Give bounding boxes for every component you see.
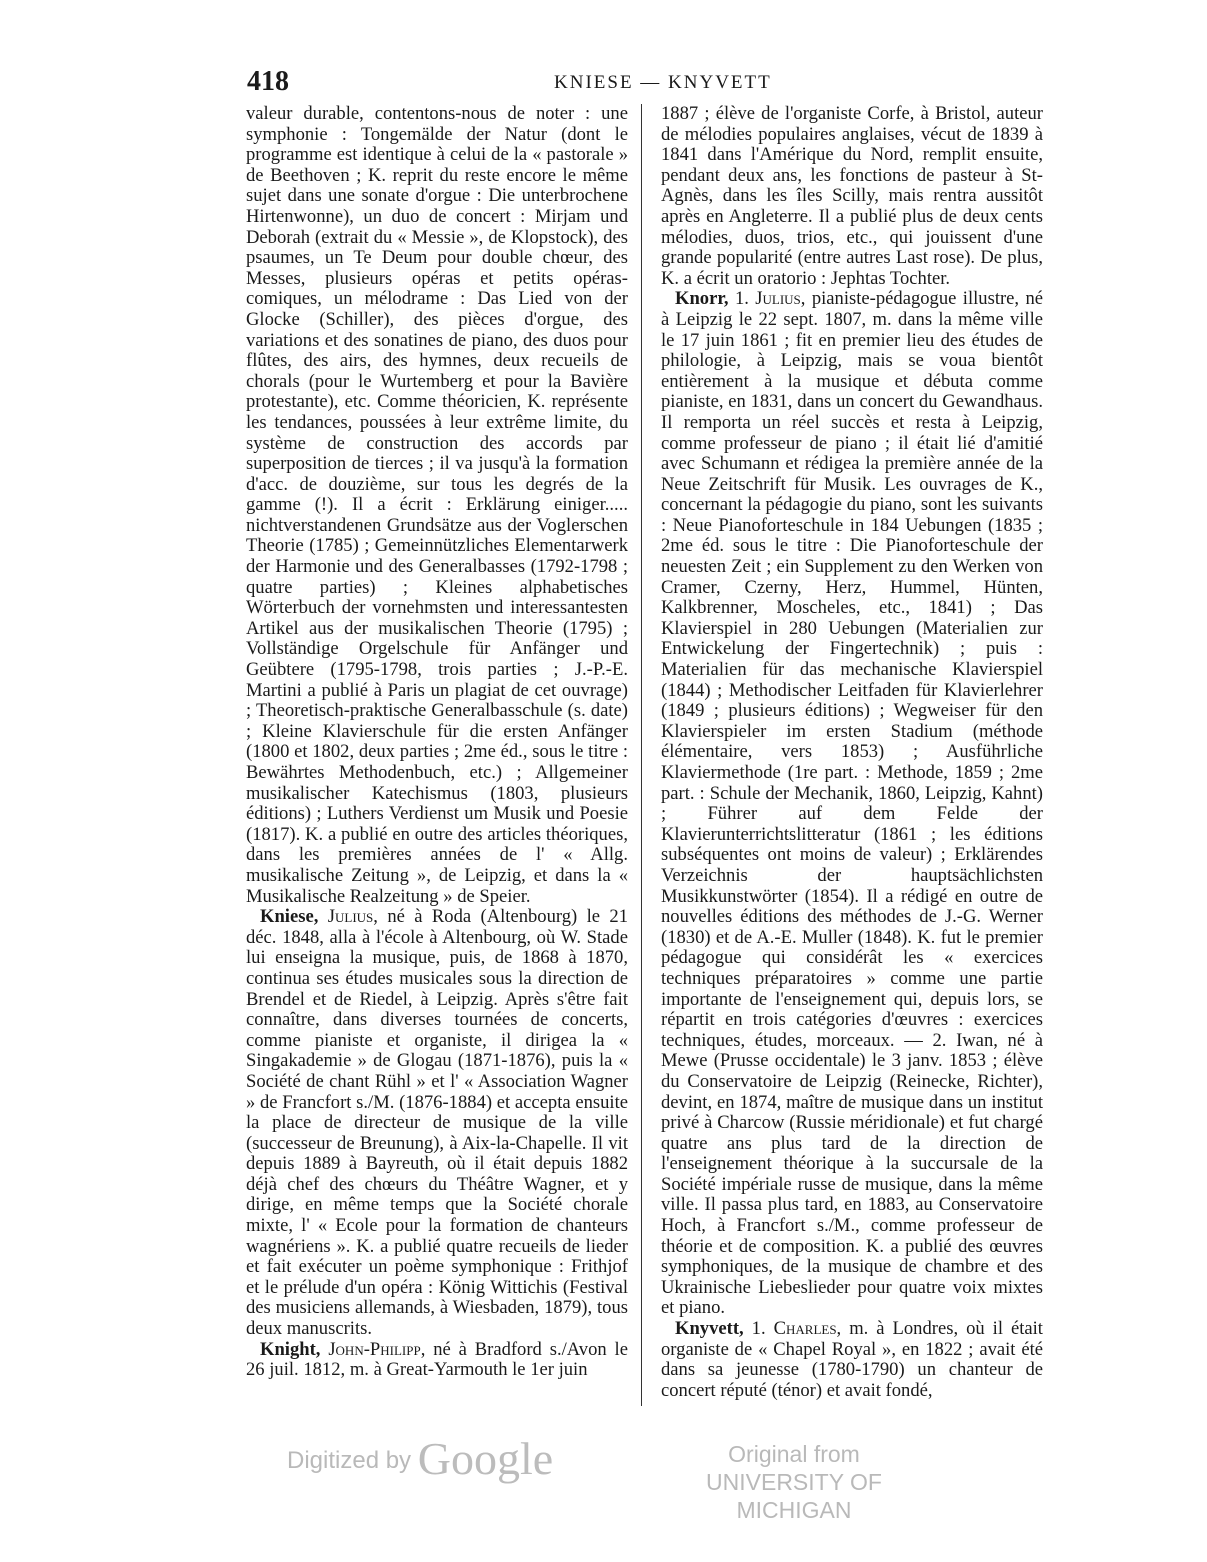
digitized-prefix: Digitized by bbox=[287, 1447, 412, 1474]
google-logo: Google bbox=[417, 1433, 554, 1484]
right-column bbox=[661, 104, 1043, 1401]
page-number: 418 bbox=[247, 66, 289, 97]
original-from-label: Original from bbox=[728, 1441, 860, 1467]
continued-entry-text: 1887 ; élève de l'organiste Corfe, à Bristol, auteur de mélodies populaires anglaises, vécut de 1839 à 1841 dans l'Amérique du Nord, remplit ensuite, pendant deux ans, les fonctions de pasteur à St-Agnès, dans les îles Scilly, mais rentra aussitôt après en Angleterre. Il a publié plus de deux cents mélodies, duos, trios, etc., qui jouissent d'une grande popularité (entre autres Last rose). De plus, K. a écrit un oratorio : Jephtas Tochter. bbox=[661, 103, 1043, 289]
entry-body: né à Bradford s./Avon le 26 juil. 1812, m. à Great-Yarmouth le 1er juin bbox=[246, 1338, 628, 1381]
entry-body: m. à Londres, où il était organiste de « Chapel Royal », en 1822 ; avait été dans sa jeunesse (1780-1790) un chanteur de concert réputé (ténor) et avait fondé, bbox=[661, 1318, 1043, 1401]
entry-knight bbox=[246, 1340, 628, 1381]
entry-forename: 1. Charles, bbox=[751, 1318, 842, 1340]
entry-forename: Julius, bbox=[327, 906, 378, 928]
continued-entry-text: valeur durable, contentons-nous de noter : une symphonie : Tongemälde der Natur (dont le programme est identique à celui de la « pastorale » de Beethoven ; K. reprit du reste encore le même sujet dans une sonate d'orgue : Die unterbrochene Hirtenwonne), un duo de concert : Mirjam und Deborah (extrait du « Messie », de Klopstock), des psaumes, un Te Deum pour double chœur, des Messes, plusieurs opéras et petits opéras-comiques, un mélodrame : Das Lied von der Glocke (Schiller), des pièces d'orgue, des variations et des sonatines de piano, des duos pour flûtes, des airs, des hymnes, deux recueils de chorals (pour le Wurtemberg et pour la Bavière protestante), etc. Comme théoricien, K. représente les tendances, poussées à leur extrême limite, du système de construction des accords par superposition de tierces ; il va jusqu'à la formation d'acc. de douzième, sur tous les degrés de la gamme (!). Il a écrit : Erklärung einiger..... nichtverstandenen Grundsätze aus der Voglerschen Theorie (1785) ; Gemeinnützliches Elementarwerk der Harmonie und des Generalbasses (1792-1798 ; quatre parties) ; Kleines alphabetisches Wörterbuch der vornehmsten und interessantesten Artikel aus der musikalischen Theorie (1795) ; Vollständige Orgelschule für Anfänger und Geübtere (1795-1798, trois parties ; J.-P.-E. Martini a publié à Paris un plagiat de cet ouvrage) ; Theoretisch-praktische Generalbasschule (s. date) ; Kleine Klavierschule für die ersten Anfänger (1800 et 1802, deux parties ; 2me éd., sous le titre : Bewährtes Methodenbuch, etc.) ; Allgemeiner musikalischer Katechismus (1803, plusieurs éditions) ; Luthers Verdienst um Musik und Poesie (1817). K. a publié en outre des articles théoriques, dans les premières années de l' « Allg. musikalische Zeitung », de Leipzig, et dans la « Musikalische Realzeitung » de Speier. bbox=[246, 103, 628, 907]
entry-headword: Knyvett, bbox=[675, 1318, 744, 1340]
original-from-watermark bbox=[668, 1440, 920, 1524]
entry-headword: Kniese, bbox=[260, 906, 319, 928]
entry-forename: John-Philipp, bbox=[328, 1338, 426, 1360]
column-divider bbox=[641, 104, 642, 1406]
digitized-by-watermark bbox=[287, 1432, 553, 1485]
running-head: KNIESE — KNYVETT bbox=[554, 72, 772, 93]
entry-knyvett bbox=[661, 1319, 1043, 1401]
entry-knorr bbox=[661, 289, 1043, 1319]
entry-forename: 1. Julius, bbox=[734, 288, 806, 310]
entry-kniese bbox=[246, 907, 628, 1339]
entry-body: pianiste-pédagogue illustre, né à Leipzig le 22 sept. 1807, m. dans la même ville le 17 juin 1861 ; fit en premier lieu des études de philologie, à Leipzig, mais se voua bientôt entièrement à la musique et débuta comme pianiste, en 1831, dans un concert du Gewandhaus. Il remporta un réel succès et resta à Leipzig, comme professeur de piano ; il était lié d'amitié avec Schumann et rédigea la première année de la Neue Zeitschrift für Musik. Les ouvrages de K., concernant la pédagogie du piano, sont les suivants : Neue Pianoforteschule in 184 Uebungen (1835 ; 2me éd. sous le titre : Die Pianoforteschule der neuesten Zeit ; ein Supplement zu den Werken von Cramer, Czerny, Herz, Hummel, Hünten, Kalkbrenner, Moscheles, etc., 1841) ; Das Klavierspiel in 280 Uebungen (Materialien zur Entwickelung der Fingertechnik) ; puis : Materialien für das mechanische Klavierspiel (1844) ; Methodischer Leitfaden für Klavierlehrer (1849 ; plusieurs éditions) ; Wegweiser für den Klavierspieler im ersten Stadium (méthode élémentaire, vers 1853) ; Ausführliche Klaviermethode (1re part. : Methode, 1859 ; 2me part. : Schule der Mechanik, 1860, Leipzig, Kahnt) ; Führer auf dem Felde der Klavierunterrichtslitteratur (1861 ; les éditions subséquentes ont moins de valeur) ; Erklärendes Verzeichnis der hauptsächlichsten Musikkunstwörter (1854). Il a rédigé en outre de nouvelles éditions des méthodes de J.-G. Werner (1830) et de A.-E. Muller (1848). K. fut le premier pédagogue qui considérât les « exercices techniques préparatoires » comme une partie importante de l'enseignement qui, depuis lors, se répartit en trois catégories d'œuvres : exercices techniques, études, morceaux. — 2. Iwan, né à Mewe (Prusse occidentale) le 3 janv. 1853 ; élève du Conservatoire de Leipzig (Reinecke, Richter), devint, en 1874, maître de musique dans un institut privé à Charcow (Russie méridionale) et fut chargé quatre ans plus tard de la direction de l'enseignement théorique à la succursale de la Société impériale russe de musique, dans la même ville. Il passa plus tard, en 1883, au Conservatoire Hoch, à Francfort s./M., comme professeur de théorie et de composition. K. a publié des œuvres symphoniques, de la musique de chambre et des Ukrainische Liebeslieder pour quatre voix mixtes et piano. bbox=[661, 288, 1044, 1319]
entry-body: né à Roda (Altenbourg) le 21 déc. 1848, alla à l'école à Altenbourg, où W. Stade lui enseigna la musique, puis, de 1868 à 1870, continua ses études musicales sous la direction de Brendel et de Riedel, à Leipzig. Après s'être fait connaître, dans diverses tournées de concerts, comme pianiste et organiste, il dirigea la « Singakademie » de Glogau (1871-1876), puis la « Société de chant Rühl » et l' « Association Wagner » de Francfort s./M. (1876-1884) et accepta ensuite la place de directeur de musique de la ville (successeur de Breunung), à Aix-la-Chapelle. Il vit depuis 1889 à Bayreuth, où il était depuis 1882 déjà chef des chœurs du Théâtre Wagner, et y dirige, en même temps que la Société chorale mixte, l' « Ecole pour la formation de chanteurs wagnériens ». K. a publié quatre recueils de lieder et fait exécuter un poème symphonique : Frithjof et le prélude d'un opéra : König Wittichis (Festival des musiciens allemands, à Wiesbaden, 1879), tous deux manuscrits. bbox=[246, 906, 629, 1340]
university-label: UNIVERSITY OF MICHIGAN bbox=[706, 1469, 882, 1523]
entry-headword: Knorr, bbox=[675, 288, 729, 310]
entry-headword: Knight, bbox=[260, 1338, 321, 1360]
left-column bbox=[246, 104, 628, 1381]
